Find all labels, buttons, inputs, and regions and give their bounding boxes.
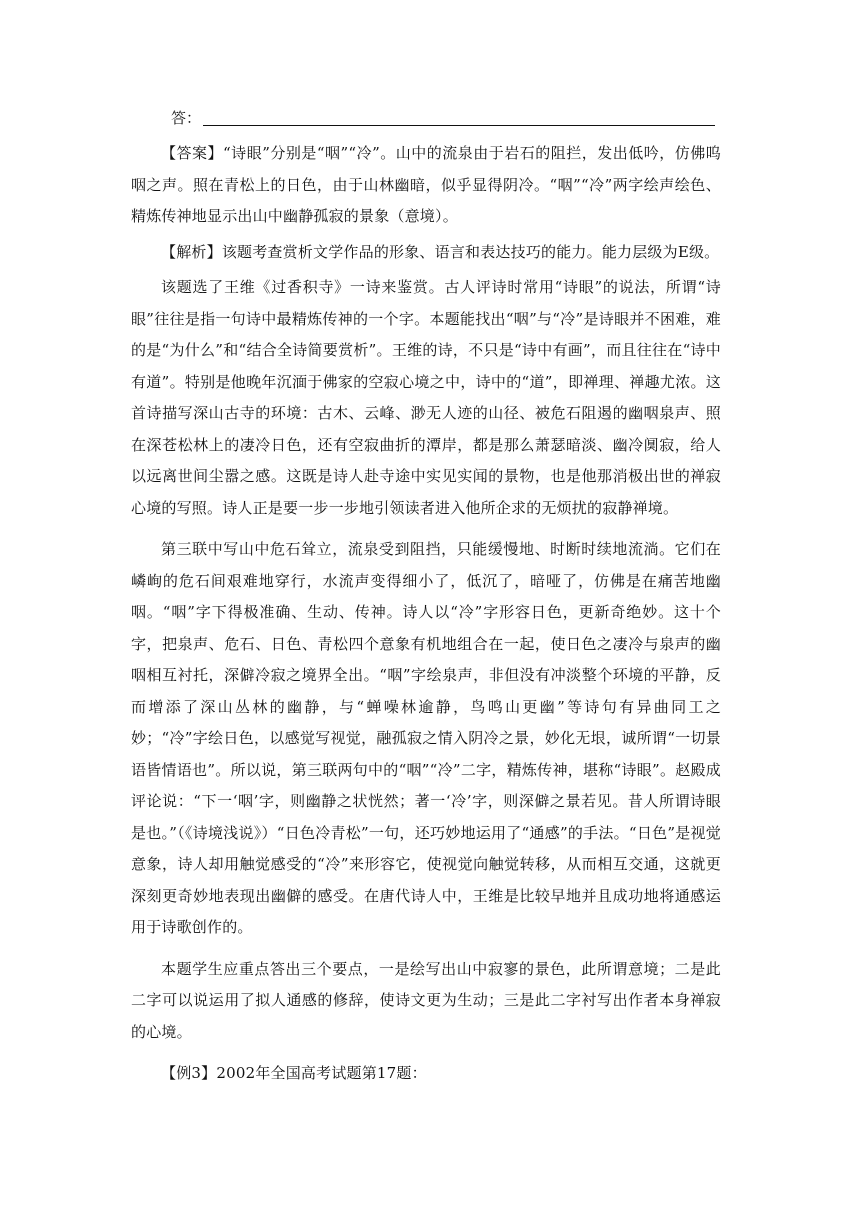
answer-prompt-label: 答： (171, 109, 202, 127)
answer-text: “诗眼”分别是“咽”“冷”。山中的流泉由于岩石的阻拦，发出低吟，仿佛呜咽之声。照在青松上的日色，由于山林幽暗，似乎显得阴冷。“咽”“冷”两字绘声绘色、精炼传神地显示出山中幽静孤寂的景象（意境）。 (131, 144, 721, 225)
answer-prompt (171, 106, 721, 130)
analysis-tag: 【解析】 (161, 242, 222, 261)
example-heading (131, 1058, 721, 1090)
body-paragraph-3: 本题学生应重点答出三个要点，一是绘写出山中寂寥的景色，此所谓意境；二是此二字可以说运用了拟人通感的修辞，使诗文更为生动；三是此二字衬写出作者本身禅寂的心境。 (131, 959, 721, 1041)
analysis-paragraph (131, 237, 721, 269)
document-body (131, 106, 721, 1100)
example-text: 2002年全国高考试题第17题： (216, 1064, 427, 1082)
body-paragraph-2: 第三联中写山中危石耸立，流泉受到阻挡，只能缓慢地、时断时续地流淌。它们在嶙峋的危石间艰难地穿行，水流声变得细小了，低沉了，暗哑了，仿佛是在痛苦地幽咽。“咽”字下得极准确、生动、传神。诗人以“冷”字形容日色，更新奇绝妙。这十个字，把泉声、危石、日色、青松四个意象有机地组合在一起，使日色之凄冷与泉声的幽咽相互衬托，深僻冷寂之境界全出。“咽”字绘泉声，非但没有冲淡整个环境的平静，反而增添了深山丛林的幽静，与“蝉噪林逾静，鸟鸣山更幽”等诗句有异曲同工之妙；“冷”字绘日色，以感觉写视觉，融孤寂之情入阴冷之景，妙化无垠，诚所谓“一切景语皆情语也”。所以说，第三联两句中的“咽”“冷”二字，精炼传神，堪称“诗眼”。赵殿成评论说：“下一‘咽’字，则幽静之状恍然；著一‘冷’字，则深僻之景若见。昔人所谓诗眼是也。”（《诗境浅说》）“日色冷青松”一句，还巧妙地运用了“通感”的手法。“日色”是视觉意象，诗人却用触觉感受的“冷”来形容它，使视觉向触觉转移，从而相互交通，这就更深刻更奇妙地表现出幽僻的感受。在唐代诗人中，王维是比较早地并且成功地将通感运用于诗歌创作的。 (131, 540, 721, 936)
body-paragraph-1: 该题选了王维《过香积寺》一诗来鉴赏。古人评诗时常用“诗眼”的说法，所谓“诗眼”往往是指一句诗中最精炼传神的一个字。本题能找出“咽”与“冷”是诗眼并不困难，难的是“为什么”和“结合全诗简要赏析”。王维的诗，不只是“诗中有画”，而且往往在“诗中有道”。特别是他晚年沉湎于佛家的空寂心境之中，诗中的“道”，即禅理、禅趣尤浓。这首诗描写深山古寺的环境：古木、云峰、渺无人迹的山径、被危石阻遏的幽咽泉声、照在深苍松林上的凄冷日色，还有空寂曲折的潭岸，都是那么萧瑟暗淡、幽冷阒寂，给人以远离世间尘嚣之感。这既是诗人赴寺途中实见实闻的景物，也是他那消极出世的禅寂心境的写照。诗人正是要一步一步地引领读者进入他所企求的无烦扰的寂静禅境。 (131, 278, 721, 517)
answer-blank-line (203, 125, 715, 126)
answer-tag: 【答案】 (161, 144, 224, 162)
answer-paragraph (131, 138, 721, 233)
example-tag: 【例3】 (161, 1064, 217, 1082)
analysis-text: 该题考查赏析文学作品的形象、语言和表达技巧的能力。能力层级为E级。 (221, 242, 720, 261)
